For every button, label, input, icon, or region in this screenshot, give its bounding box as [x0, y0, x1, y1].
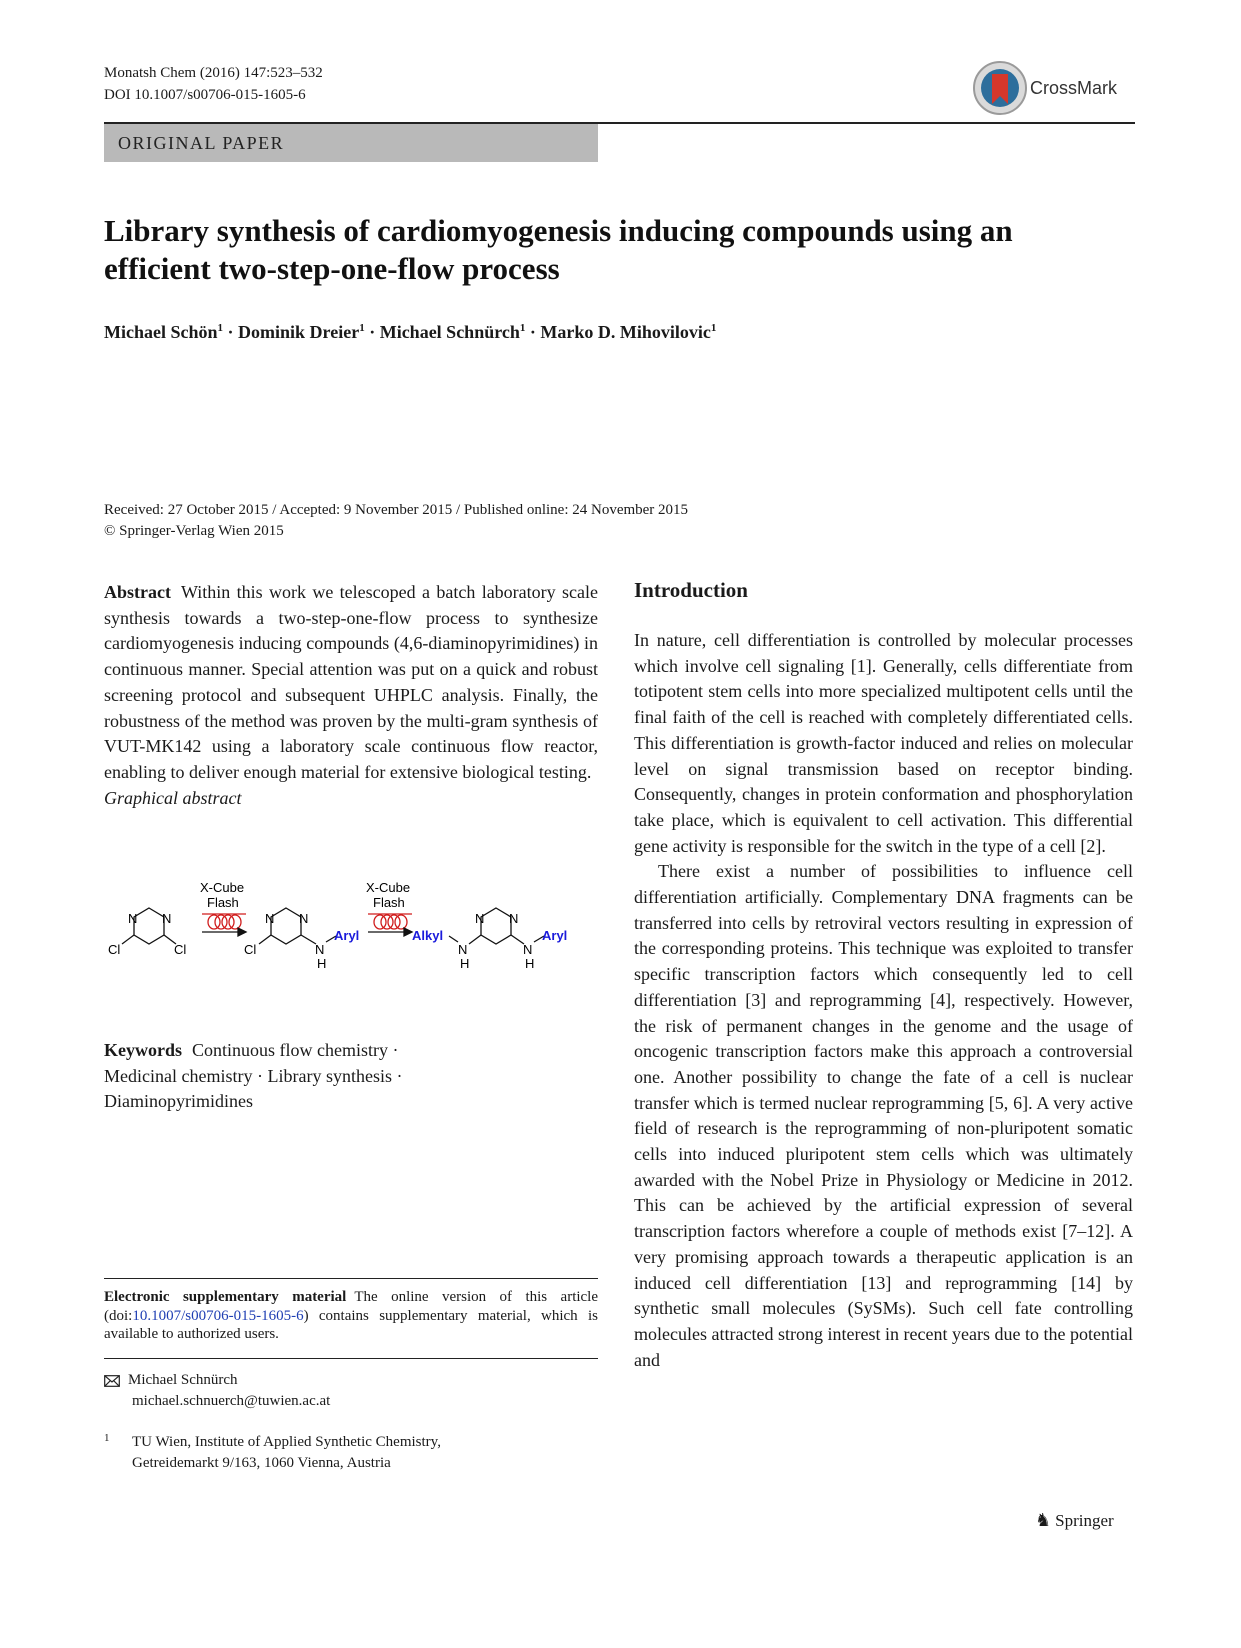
flow-coil-icon — [368, 914, 412, 929]
contact-name: Michael Schnürch — [128, 1372, 238, 1388]
graphical-abstract-scheme — [104, 880, 598, 1000]
abstract-text: Within this work we telescoped a batch laboratory scale synthesis towards a two-step-one-flow process to synthesize cardiomyogenesis inducing compounds (4,6-diaminopyrimidines) in continuous manner. Special attention was put on a quick and robust screening protocol and subsequent UHPLC analysis. Finally, the robustness of the method was proven by the multi-gram synthesis of VUT-MK142 using a laboratory scale continuous flow reactor, enabling to deliver enough material for extensive biological testing. — [104, 582, 598, 782]
atom-label-n: N — [523, 942, 533, 957]
author-name: Dominik Dreier — [238, 322, 360, 342]
author-separator: · — [369, 322, 376, 342]
author-separator: · — [227, 322, 234, 342]
atom-label-cl: Cl — [174, 942, 187, 957]
atom-label-cl: Cl — [108, 942, 121, 957]
abstract-label: Abstract — [104, 582, 171, 602]
keyword: Diaminopyrimidines — [104, 1091, 253, 1112]
author-name: Michael Schnürch — [379, 322, 520, 342]
keyword-separator: · — [392, 1040, 399, 1060]
atom-label-n: N — [475, 911, 485, 926]
introduction-heading: Introduction — [634, 578, 748, 602]
atom-label-n: N — [265, 911, 275, 926]
footnote-rule — [104, 1358, 598, 1359]
atom-label-n: N — [458, 942, 468, 957]
atom-label-n: N — [509, 911, 519, 926]
atom-label-n: N — [299, 911, 309, 926]
esm-doi-link[interactable]: 10.1007/s00706-015-1605-6 — [132, 1307, 304, 1324]
copyright-line: © Springer-Verlag Wien 2015 — [104, 523, 284, 539]
keyword: Library synthesis — [267, 1065, 392, 1086]
atom-label-h: H — [525, 956, 535, 971]
affiliation-line: TU Wien, Institute of Applied Synthetic Chemistry, — [132, 1434, 441, 1450]
flow-coil-icon — [202, 914, 246, 929]
section-banner: ORIGINAL PAPER — [104, 124, 598, 162]
crossmark-label: CrossMark — [1030, 78, 1118, 98]
paragraph: There exist a number of possibilities to influence cell differentiation artificially. Complementary DNA fragments can be transferred into cells by retroviral vectors resulting in expression of the corresponding proteins. This technique was exploited to transfer specific transcription factors which consequently led to cell differentiation [3] and reprogramming [4], respectively. However, the risk of permanent changes in the genome and the usage of oncogenic transcription factors make this approach a controversial one. Another possibility to change the fate of a cell is nuclear transfer which is termed nuclear reprogramming [5, 6]. A very active field of research is the reprogramming of non-pluripotent somatic cells into induced pluripotent stem cells which was ultimately awarded with the Nobel Prize in Physiology or Medicine in 2012. This can be achieved by the artificial expression of several transcription factors wherefore a couple of methods exist [7–12]. A very promising approach towards a therapeutic application is an induced cell differentiation [13] and reprogramming [14] by synthetic small molecules (SySMs). Such cell fate controlling molecules attracted strong interest in recent years due to the potential and — [634, 861, 1133, 1370]
author-affiliation-marker: 1 — [217, 322, 224, 334]
supplementary-note — [104, 1288, 598, 1344]
atom-label-h: H — [317, 956, 327, 971]
journal-doi: DOI 10.1007/s00706-015-1605-6 — [104, 87, 306, 103]
author-list — [104, 322, 716, 343]
publisher-name: Springer — [1055, 1511, 1114, 1530]
crossmark-icon — [972, 60, 1028, 116]
aryl-label: Aryl — [542, 928, 568, 943]
atom-label-cl: Cl — [244, 942, 257, 957]
footnote-rule — [104, 1278, 598, 1279]
keyword: Medicinal chemistry — [104, 1065, 253, 1086]
author-separator: · — [529, 322, 536, 342]
paragraph: In nature, cell differentiation is controlled by molecular processes which involve cell signaling [1]. Generally, cells differentiate from totipotent stem cells into more specialized multipotent cells until the final faith of the cell is reached with completely differentiated cells. This differentiation is growth-factor induced and relies on molecular level on signal transmission based on receptor binding. Consequently, changes in protein conformation and phosphorylation take place, which is equivalent to cell activation. This differential gene activity is responsible for the switch in the type of a cell [2]. — [634, 630, 1133, 856]
affiliation-number: 1 — [104, 1432, 110, 1444]
article-dates: Received: 27 October 2015 / Accepted: 9 November 2015 / Published online: 24 November 2015 — [104, 502, 689, 518]
article-title: Library synthesis of cardiomyogenesis inducing compounds using an efficient two-step-one-flow process — [104, 213, 1013, 286]
author-affiliation-marker: 1 — [359, 322, 365, 334]
keywords-label: Keywords — [104, 1040, 182, 1060]
journal-volume: Monatsh Chem (2016) 147:523–532 — [104, 65, 323, 81]
author-name: Michael Schön — [104, 322, 218, 342]
author-name: Marko D. Mihovilovic — [540, 322, 711, 342]
affiliation-note — [104, 1432, 441, 1474]
keyword-separator: · — [256, 1065, 263, 1086]
contact-email[interactable]: michael.schnuerch@tuwien.ac.at — [132, 1393, 331, 1409]
corresponding-author — [104, 1370, 330, 1412]
atom-label-h: H — [460, 956, 470, 971]
reaction-arrow-icon — [368, 928, 412, 936]
atom-label-n: N — [162, 911, 172, 926]
esm-text-after: ) contains supplementary material, which is available to authorized users. — [104, 1307, 598, 1342]
alkyl-label: Alkyl — [412, 928, 444, 943]
crossmark-badge[interactable] — [972, 60, 1132, 122]
aryl-label: Aryl — [334, 928, 360, 943]
reactor-label: Flash — [373, 895, 405, 910]
reactor-label: Flash — [207, 895, 239, 910]
publication-history — [104, 500, 688, 542]
envelope-icon — [104, 1375, 120, 1387]
author-affiliation-marker: 1 — [519, 322, 526, 334]
diaminopyrimidine-structure — [449, 908, 544, 944]
atom-label-n: N — [315, 942, 325, 957]
publisher-logo — [1035, 1510, 1114, 1531]
introduction-body — [634, 628, 1133, 1373]
reactor-label: X-Cube — [366, 880, 411, 895]
keyword: Continuous flow chemistry — [192, 1040, 388, 1060]
keyword-separator: · — [396, 1065, 403, 1086]
springer-horse-icon: ♞ — [1035, 1510, 1052, 1530]
esm-text-before: The online version of this article (doi: — [104, 1289, 599, 1324]
journal-citation — [104, 62, 323, 106]
reaction-arrow-icon — [202, 928, 246, 936]
esm-label: Electronic supplementary material — [104, 1289, 347, 1305]
abstract-block — [104, 580, 598, 811]
affiliation-line: Getreidemarkt 9/163, 1060 Vienna, Austria — [132, 1455, 391, 1471]
atom-label-n: N — [128, 911, 138, 926]
author-affiliation-marker: 1 — [710, 322, 717, 334]
graphical-abstract-label: Graphical abstract — [104, 787, 242, 808]
keywords-block — [104, 1038, 598, 1115]
reactor-label: X-Cube — [200, 880, 245, 895]
